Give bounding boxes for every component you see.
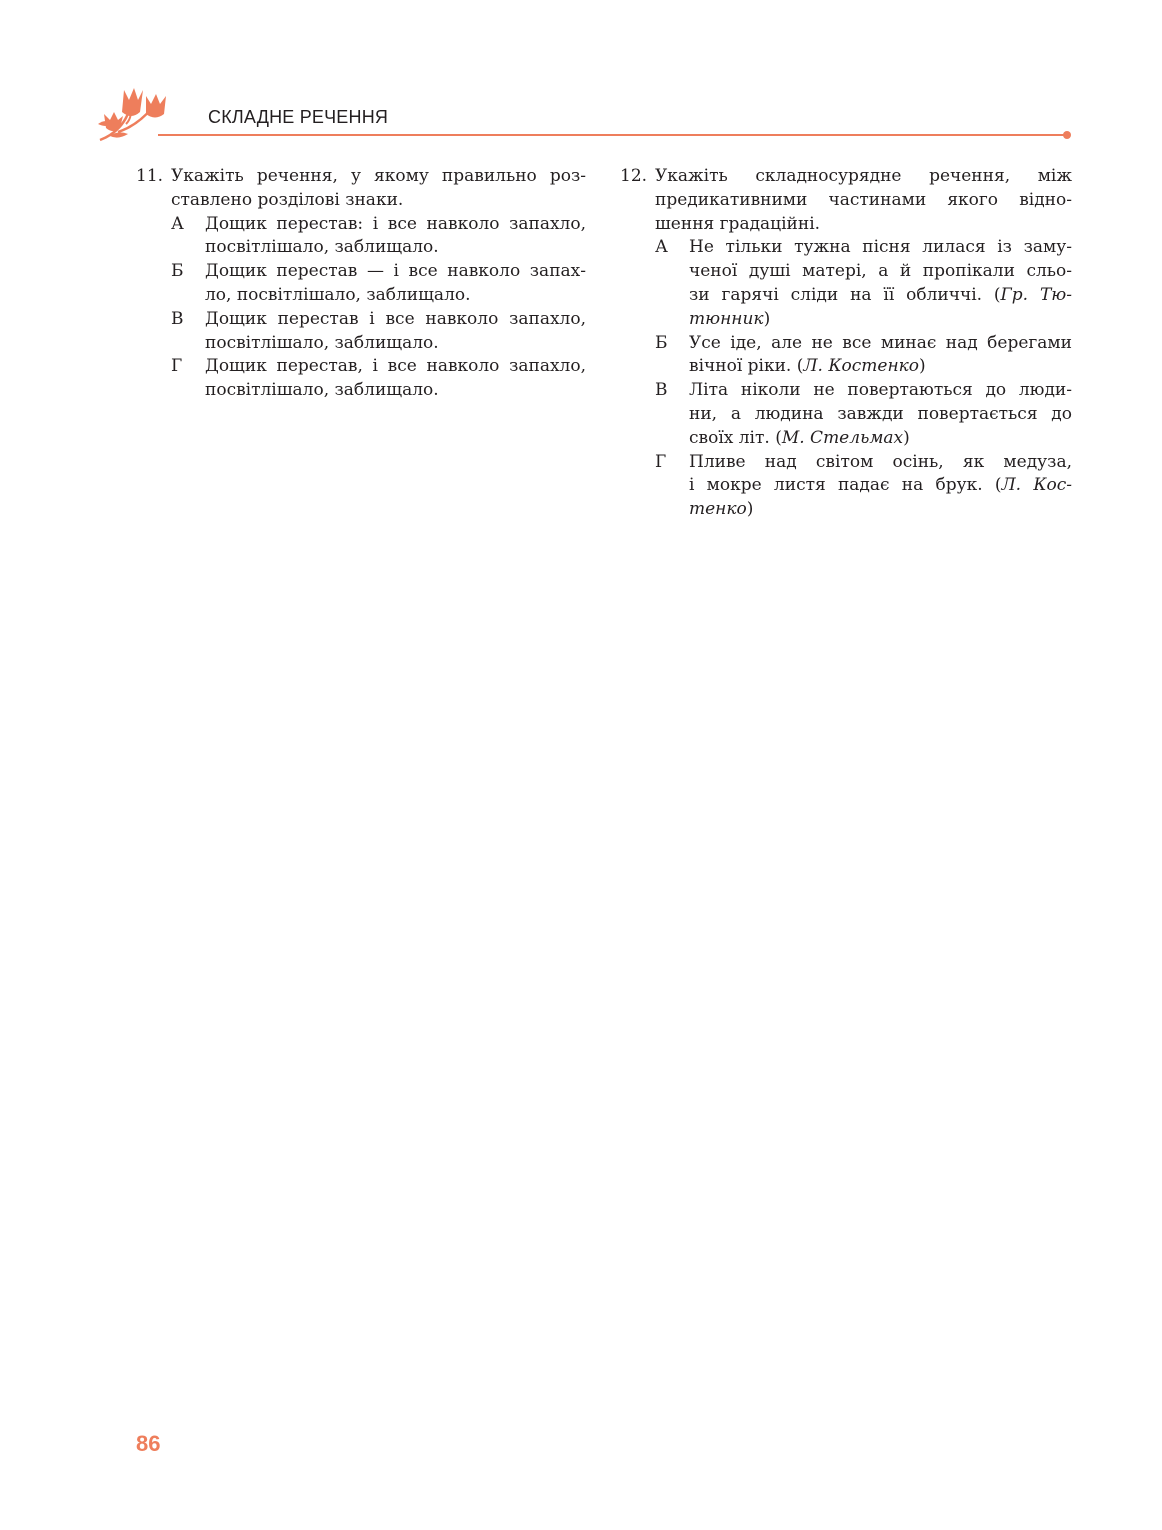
answer-option-b (171, 260, 586, 308)
sentence-text: і мокре листя падає на брук. ( (689, 475, 1002, 496)
option-line: Усе іде, але не все минає над берегами (689, 332, 1072, 353)
option-line: ни, а людина завжди повертається до (689, 403, 1072, 424)
question-number: 11. (136, 166, 164, 186)
question-number: 12. (620, 166, 648, 186)
option-line (689, 427, 1072, 451)
option-line (689, 284, 1072, 308)
option-letter: Г (171, 356, 183, 377)
option-letter: Б (171, 261, 184, 282)
option-letter: Б (655, 332, 668, 353)
question-text (655, 165, 1072, 236)
sentence-text: зи гарячі сліди на її обличчі. ( (689, 284, 1001, 305)
quote-author: тенко (689, 499, 747, 520)
option-letter: А (655, 237, 668, 258)
question-11 (136, 165, 586, 403)
page-header (0, 0, 1162, 150)
answer-option-v (655, 379, 1072, 450)
sentence-text: своїх літ. ( (689, 427, 782, 448)
header-rule-dot (1063, 131, 1071, 139)
option-letter: Г (655, 451, 667, 472)
closing-paren: ) (763, 308, 771, 329)
answer-option-a (655, 236, 1072, 331)
header-rule (158, 134, 1066, 136)
answer-option-b (655, 332, 1072, 380)
option-line: Дощик перестав: і все навколо запахло, (205, 213, 586, 234)
option-line: ло, посвітлішало, заблищало. (205, 284, 471, 305)
option-line: посвітлішало, заблищало. (205, 332, 439, 353)
option-line (689, 308, 1072, 332)
option-text (689, 332, 1072, 380)
option-text (205, 213, 586, 261)
page-number: 86 (136, 1431, 161, 1456)
option-letter: В (171, 308, 184, 329)
option-text (689, 236, 1072, 331)
option-text (205, 355, 586, 403)
question-12 (620, 165, 1072, 522)
quote-author: тюнник (689, 308, 764, 329)
option-text (689, 451, 1072, 522)
chapter-title: СКЛАДНЕ РЕЧЕННЯ (208, 107, 389, 127)
question-line: ставлено розділові знаки. (171, 189, 404, 210)
closing-paren: ) (903, 427, 910, 448)
option-text (205, 260, 586, 308)
option-letter: В (655, 380, 668, 401)
option-text (689, 379, 1072, 450)
option-line (689, 498, 1072, 522)
question-line: Укажіть складносурядне речення, між (655, 166, 1072, 186)
quote-author: Л. Кос- (1001, 475, 1072, 496)
option-line: посвітлішало, заблищало. (205, 237, 439, 258)
sentence-text: вічної ріки. ( (689, 356, 804, 377)
option-line: Дощик перестав і все навколо запахло, (205, 308, 586, 329)
option-line: Дощик перестав, і все навколо запахло, (205, 356, 586, 377)
answer-option-v (171, 308, 586, 356)
answer-option-a (171, 213, 586, 261)
quote-author: Л. Костенко (803, 356, 920, 377)
question-line: Укажіть речення, у якому правильно роз- (171, 166, 586, 186)
option-line: посвітлішало, заблищало. (205, 380, 439, 401)
quote-author: М. Стельмах (781, 427, 904, 448)
option-letter: А (171, 213, 184, 234)
question-line: предикативними частинами якого відно- (655, 189, 1072, 210)
option-line: Пливе над світом осінь, як медуза, (689, 451, 1072, 472)
option-line: Літа ніколи не повертаються до люди- (689, 380, 1072, 401)
option-text (205, 308, 586, 356)
option-line (689, 355, 1072, 379)
answer-option-h (655, 451, 1072, 522)
question-line: шення градаційні. (655, 213, 821, 234)
closing-paren: ) (746, 499, 754, 520)
quote-author: Гр. Тю- (1000, 284, 1072, 305)
option-line: ченої душі матері, а й пропікали сльо- (689, 261, 1072, 282)
option-line: Дощик перестав — і все навколо запах- (205, 261, 586, 282)
question-text (171, 165, 586, 213)
option-line (689, 474, 1072, 498)
option-line: Не тільки тужна пісня лилася із заму- (689, 237, 1072, 258)
closing-paren: ) (919, 356, 926, 377)
answer-option-h (171, 355, 586, 403)
